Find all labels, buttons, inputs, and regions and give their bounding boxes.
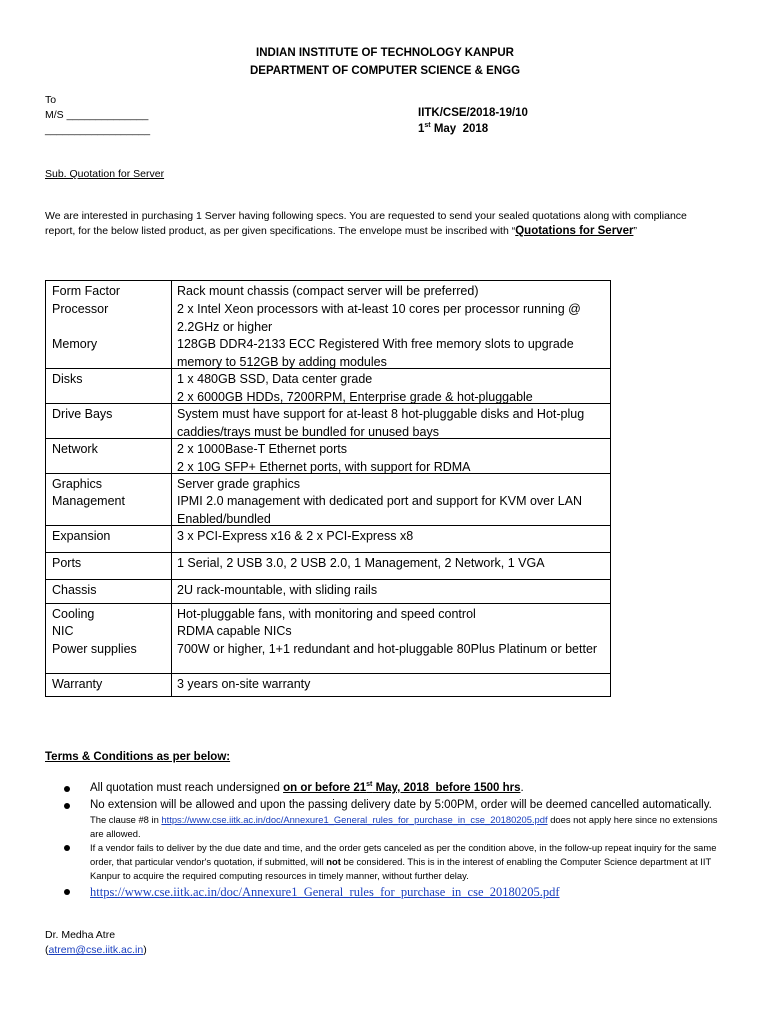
bullet-icon [64, 889, 70, 895]
spec-value: 3 years on-site warranty [177, 677, 311, 691]
spec-value: 2 x 1000Base-T Ethernet ports 2 x 10G SFP+ Ethernet ports, with support for RDMA [177, 442, 471, 474]
address-blank-line: __________________ [45, 124, 151, 136]
spec-label: Network [52, 442, 98, 456]
spec-label: Cooling [52, 607, 95, 621]
department-title: DEPARTMENT OF COMPUTER SCIENCE & ENGG [249, 65, 521, 77]
table-row [46, 334, 610, 369]
annexure-link[interactable]: https://www.cse.iitk.ac.in/doc/Annexure1_General_rules_for_purchase_in_cse_20180205.pdf [161, 814, 548, 825]
spec-label: Chassis [52, 583, 97, 597]
spec-label: Disks [52, 372, 83, 386]
spec-value: 2 x Intel Xeon processors with at-least 10 cores per processor running @ 2.2GHz or higher [177, 302, 581, 334]
table-row [46, 526, 610, 553]
table-row [46, 439, 610, 474]
reference-number: IITK/CSE/2018-19/10 [418, 107, 528, 119]
spec-value: Rack mount chassis (compact server will be preferred) [177, 284, 479, 298]
spec-label: Processor [52, 302, 109, 316]
terms-heading: Terms & Conditions as per below: [45, 751, 231, 763]
table-row [46, 580, 610, 604]
spec-label: NIC [52, 624, 74, 638]
address-to: To [45, 94, 57, 106]
signatory-email-line: (atrem@cse.iitk.ac.in) [45, 944, 147, 956]
intro-emphasis: Quotations for Server [515, 225, 634, 237]
term-item-4 [90, 883, 732, 901]
spec-label: Warranty [52, 677, 103, 691]
reference-date: 1st May 2018 [418, 122, 489, 135]
spec-value: 1 x 480GB SSD, Data center grade 2 x 6000GB HDDs, 7200RPM, Enterprise grade & hot-pluggable [177, 372, 533, 404]
term-item-2: No extension will be allowed and upon the passing delivery date by 5:00PM, order will be deemed cancelled automatically. [90, 799, 712, 811]
table-row [46, 281, 610, 299]
table-row [46, 639, 610, 674]
bullet-icon [64, 845, 70, 851]
term-item-1: All quotation must reach undersigned on or before 21st May, 2018 before 1500 hrs. [90, 781, 524, 794]
spec-label: Drive Bays [52, 407, 113, 421]
intro-paragraph: We are interested in purchasing 1 Server having following specs. You are requested to send your sealed quotations along with compliance report, for the below listed product, as per given specifications. The envelope must be inscribed with “Quotations for Server” [45, 210, 687, 237]
spec-label: Ports [52, 556, 82, 570]
spec-value: System must have support for at-least 8 hot-pluggable disks and Hot-plug caddies/trays must be bundled for unused bays [177, 407, 585, 439]
subject-line: Sub. Quotation for Server [45, 168, 165, 180]
table-row [46, 404, 610, 439]
signatory-email-link[interactable]: atrem@cse.iitk.ac.in [48, 944, 144, 956]
spec-value: Hot-pluggable fans, with monitoring and speed control [177, 607, 476, 621]
table-row [46, 674, 610, 692]
spec-value: 1 Serial, 2 USB 3.0, 2 USB 2.0, 1 Management, 2 Network, 1 VGA [177, 556, 545, 570]
specs-table [45, 280, 611, 697]
spec-value: 2U rack-mountable, with sliding rails [177, 583, 378, 597]
table-row [46, 621, 610, 639]
spec-label: Expansion [52, 529, 111, 543]
spec-value: 128GB DDR4-2133 ECC Registered With free memory slots to upgrade memory to 512GB by adding modules [177, 337, 574, 369]
table-row [46, 369, 610, 404]
bullet-icon [64, 786, 70, 792]
table-row [46, 604, 610, 621]
institute-title: INDIAN INSTITUTE OF TECHNOLOGY KANPUR [256, 47, 514, 59]
signatory-name: Dr. Medha Atre [45, 929, 116, 941]
spec-label: Management [52, 494, 125, 508]
spec-value: RDMA capable NICs [177, 624, 292, 638]
spec-label: Memory [52, 337, 98, 351]
table-row [46, 474, 610, 491]
spec-value: 3 x PCI-Express x16 & 2 x PCI-Express x8 [177, 529, 414, 543]
spec-label: Graphics [52, 477, 103, 491]
spec-label: Power supplies [52, 642, 137, 656]
table-row [46, 491, 610, 526]
spec-value: IPMI 2.0 management with dedicated port and support for KVM over LAN Enabled/bundled [177, 494, 583, 526]
term-item-3: If a vendor fails to deliver by the due date and time, and the order gets canceled as per the condition above, in the follow-up repeat inquiry for the same order, that particular vendor's quotation, if submitted, will not be considered. This is in the interest of enabling the Computer Science department at IIT Kanpur to acquire the required computing resources in timely manner, without further delay. [90, 842, 717, 881]
spec-value: Server grade graphics [177, 477, 300, 491]
spec-label: Form Factor [52, 284, 121, 298]
annexure-link-full[interactable]: https://www.cse.iitk.ac.in/doc/Annexure1_General_rules_for_purchase_in_cse_20180205.pdf [90, 885, 560, 899]
address-ms: M/S ______________ [45, 109, 149, 121]
table-row [46, 553, 610, 580]
term-item-2-note: The clause #8 in https://www.cse.iitk.ac.in/doc/Annexure1_General_rules_for_purchase_in_cse_20180205.pdf does not apply here since no extensions are allowed. [90, 814, 718, 839]
spec-value: 700W or higher, 1+1 redundant and hot-pluggable 80Plus Platinum or better [177, 642, 598, 656]
bullet-icon [64, 803, 70, 809]
table-row [46, 299, 610, 334]
